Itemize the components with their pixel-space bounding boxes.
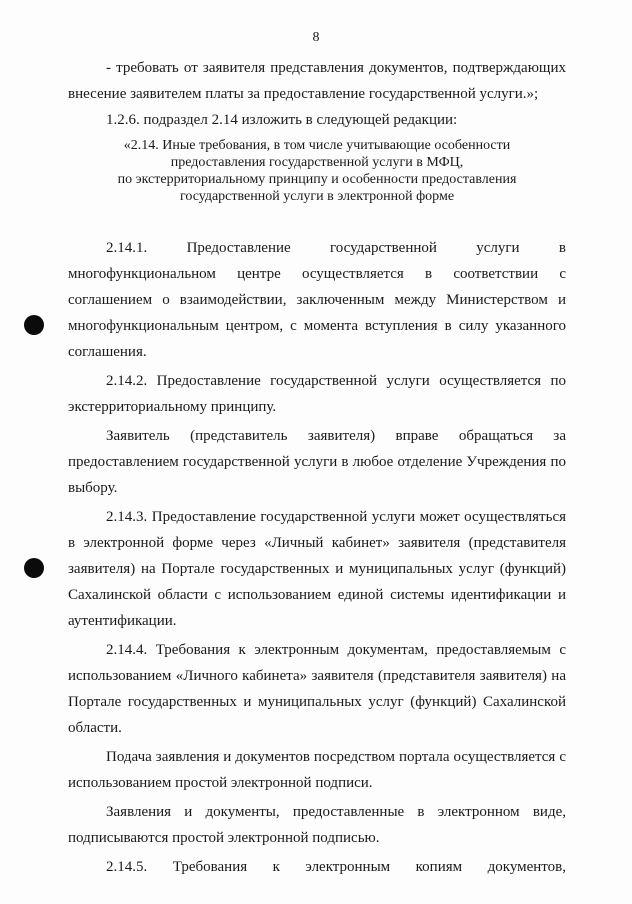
paragraph-amendment-intro: 1.2.6. подраздел 2.14 изложить в следующей редакции: <box>106 112 458 128</box>
document-body <box>68 55 566 880</box>
paragraph-2-14-2: 2.14.2. Предоставление государственной услуги осуществляется по экстерриториальному принципу. <box>68 373 566 415</box>
paragraph-2-14-4: 2.14.4. Требования к электронным документам, предоставляемым с использованием «Личного кабинета» заявителя (представителя заявителя) на Портале государственных и муниципальных услуг (функций) Сахалинской области. <box>68 642 566 736</box>
section-heading <box>68 137 566 205</box>
paragraph-2-14-5: 2.14.5. Требования к электронным копиям документов, <box>106 859 566 875</box>
paragraph-requirement-end: - требовать от заявителя представления документов, подтверждающих внесение заявителем платы за предоставление государственной услуги.»; <box>68 60 566 102</box>
paragraph-applicant-right: Заявитель (представитель заявителя) вправе обращаться за предоставлением государственной услуги в любое отделение Учреждения по выбору. <box>68 428 566 496</box>
section-heading-line: «2.14. Иные требования, в том числе учитывающие особенности <box>123 138 511 153</box>
paragraph-2-14-3: 2.14.3. Предоставление государственной услуги может осуществляться в электронной форме через «Личный кабинет» заявителя (представителя заявителя) на Портале государственных и муниципальных услуг (функций) Сахалинской области с использованием единой системы идентификации и аутентификации. <box>68 509 566 629</box>
section-heading-line: по экстерриториальному принципу и особенности предоставления <box>117 172 517 187</box>
binder-hole-top <box>24 315 44 335</box>
page-number: 8 <box>312 30 320 45</box>
paragraph-2-14-1: 2.14.1. Предоставление государственной услуги в многофункциональном центре осуществляется в соответствии с соглашением о взаимодействии, заключенным между Министерством и многофункциональным центром, с момента вступления в силу указанного соглашения. <box>68 240 566 360</box>
binder-hole-bottom <box>24 558 44 578</box>
paragraph-signed-documents: Заявления и документы, предоставленные в электронном виде, подписываются простой электронной подписью. <box>68 804 566 846</box>
paragraph-simple-signature: Подача заявления и документов посредством портала осуществляется с использованием простой электронной подписи. <box>68 749 566 791</box>
section-heading-line: государственной услуги в электронной форме <box>179 189 455 204</box>
section-heading-line: предоставления государственной услуги в МФЦ, <box>170 155 464 170</box>
